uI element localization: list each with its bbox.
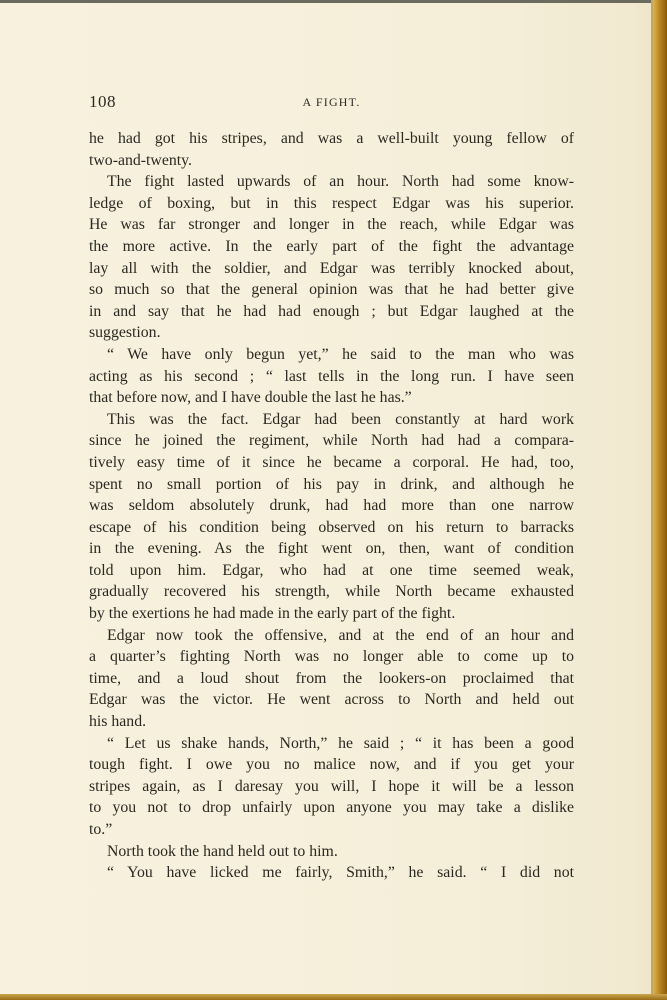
text-line: escape of his condition being observed on his return to barracks <box>89 518 574 536</box>
text-line: This was the fact. Edgar had been constantly at hard work <box>107 410 574 428</box>
page-bottom-edge <box>0 994 667 1000</box>
text-line: “ You have licked me fairly, Smith,” he said. “ I did not <box>107 864 574 882</box>
body-text <box>89 128 574 884</box>
running-head: A FIGHT. <box>302 95 361 109</box>
text-line: He was far stronger and longer in the reach, while Edgar was <box>89 216 574 234</box>
text-line: in and say that he had had enough ; but Edgar laughed at the <box>89 302 574 320</box>
text-line: stripes again, as I daresay you will, I hope it will be a lesson <box>89 777 574 795</box>
text-line: suggestion. <box>89 324 161 342</box>
text-line: the more active. In the early part of the fight the advantage <box>89 237 574 255</box>
text-line: to you not to drop unfairly upon anyone you may take a dislike <box>89 799 574 817</box>
text-line: “ We have only begun yet,” he said to the man who was <box>107 345 574 363</box>
text-line: was seldom absolutely drunk, had had more than one narrow <box>89 497 574 515</box>
text-line: since he joined the regiment, while North had had a compara- <box>89 432 574 450</box>
text-line: time, and a loud shout from the lookers-on proclaimed that <box>89 669 574 687</box>
text-line: so much so that the general opinion was that he had better give <box>89 281 574 299</box>
text-line: North took the hand held out to him. <box>107 842 338 860</box>
text-line: in the evening. As the fight went on, then, want of condition <box>89 540 574 558</box>
text-line: “ Let us shake hands, North,” he said ; “ it has been a good <box>107 734 574 752</box>
text-line: acting as his second ; “ last tells in the long run. I have seen <box>89 367 574 385</box>
page-number: 108 <box>89 92 116 111</box>
text-line: two-and-twenty. <box>89 151 192 169</box>
text-line: Edgar was the victor. He went across to North and held out <box>89 691 574 709</box>
text-line: Edgar now took the offensive, and at the end of an hour and <box>107 626 574 644</box>
text-line: tively easy time of it since he became a corporal. He had, too, <box>89 453 574 471</box>
text-line: by the exertions he had made in the early part of the fight. <box>89 605 456 623</box>
text-line: a quarter’s fighting North was no longer able to come up to <box>89 648 574 666</box>
text-line: he had got his stripes, and was a well-built young fellow of <box>89 130 574 147</box>
text-line: that before now, and I have double the last he has.” <box>89 389 412 407</box>
text-line: spent no small portion of his pay in drink, and although he <box>89 475 574 493</box>
page-top-edge <box>0 0 667 3</box>
text-line: told upon him. Edgar, who had at one time seemed weak, <box>89 561 574 579</box>
text-line: The fight lasted upwards of an hour. North had some know- <box>107 173 574 191</box>
text-line: his hand. <box>89 713 147 731</box>
text-line: ledge of boxing, but in this respect Edgar was his superior. <box>89 194 574 212</box>
text-line: gradually recovered his strength, while North became exhausted <box>89 583 574 601</box>
text-line: to.” <box>89 821 113 838</box>
book-spine-edge <box>653 0 667 1000</box>
page-header <box>89 92 574 114</box>
text-line: lay all with the soldier, and Edgar was terribly knocked about, <box>89 259 574 277</box>
text-line: tough fight. I owe you no malice now, and if you get your <box>89 756 574 774</box>
